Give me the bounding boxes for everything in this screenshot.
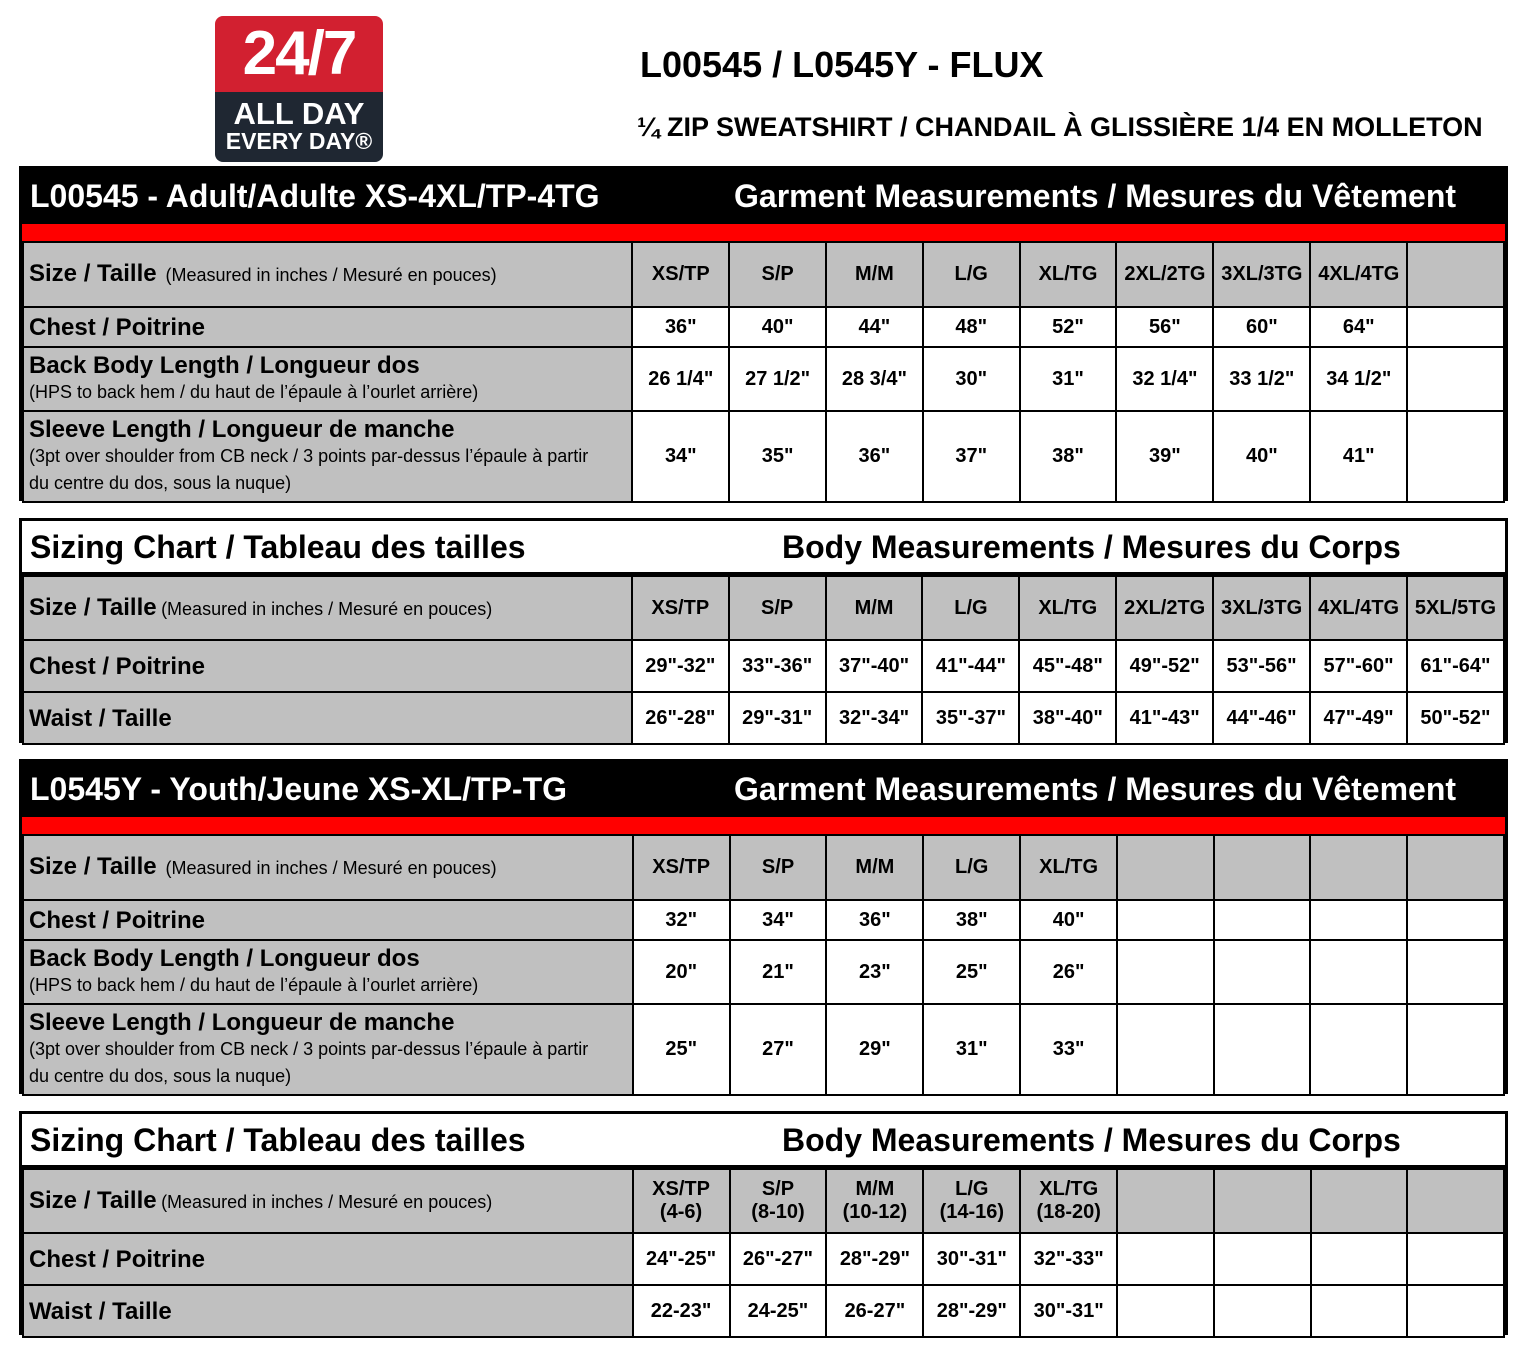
size-cell: 5XL/5TG xyxy=(1407,576,1504,640)
back-length-cell: 23" xyxy=(826,940,923,1004)
size-cell xyxy=(1117,1169,1214,1233)
waist-label: Waist / Taille xyxy=(23,692,632,744)
back-length-label: Back Body Length / Longueur dos (HPS to back hem / du haut de l’épaule à l’ourlet arrière) xyxy=(23,940,633,1004)
size-cell xyxy=(1310,835,1407,900)
waist-label: Waist / Taille xyxy=(23,1285,633,1337)
adult-body-subtitle: Body Measurements / Mesures du Corps xyxy=(782,529,1401,565)
size-cell: M/M xyxy=(826,242,923,307)
waist-cell xyxy=(1214,1285,1311,1337)
size-cell: L/G xyxy=(922,576,1019,640)
size-cell: 3XL/3TG xyxy=(1213,242,1310,307)
chest-cell xyxy=(1214,900,1311,940)
size-cell: XL/TG xyxy=(1020,835,1117,900)
waist-cell: 41"-43" xyxy=(1116,692,1213,744)
adult-garment-panel xyxy=(19,166,1508,501)
chest-cell: 32" xyxy=(633,900,730,940)
size-cell xyxy=(1311,1169,1408,1233)
back-length-row xyxy=(23,347,1504,411)
sleeve-length-cell: 37" xyxy=(923,411,1020,502)
chest-cell: 36" xyxy=(826,900,923,940)
waist-cell: 26-27" xyxy=(826,1285,923,1337)
size-cell: 2XL/2TG xyxy=(1116,242,1213,307)
adult-body-title: Sizing Chart / Tableau des tailles xyxy=(30,529,526,565)
chest-cell: 32"-33" xyxy=(1020,1233,1117,1285)
youth-garment-title: L0545Y - Youth/Jeune XS-XL/TP-TG xyxy=(30,771,567,807)
youth-body-panel xyxy=(19,1111,1508,1335)
sleeve-length-cell: 39" xyxy=(1116,411,1213,502)
back-length-cell xyxy=(1310,940,1407,1004)
back-length-cell: 27 1/2" xyxy=(729,347,826,411)
size-cell: L/G xyxy=(923,242,1020,307)
waist-cell: 29"-31" xyxy=(729,692,826,744)
back-length-cell xyxy=(1407,940,1504,1004)
youth-garment-panel xyxy=(19,759,1508,1094)
chest-cell: 26"-27" xyxy=(730,1233,827,1285)
waist-cell: 28"-29" xyxy=(923,1285,1020,1337)
chest-row xyxy=(23,1233,1504,1285)
waist-cell: 26"-28" xyxy=(632,692,729,744)
size-row xyxy=(23,242,1504,307)
waist-cell: 35"-37" xyxy=(922,692,1019,744)
chest-label: Chest / Poitrine xyxy=(23,640,632,692)
size-label: Size / Taille (Measured in inches / Mesuré en pouces) xyxy=(23,242,632,307)
size-cell xyxy=(1214,835,1311,900)
sleeve-length-cell: 34" xyxy=(632,411,729,502)
waist-cell: 50"-52" xyxy=(1407,692,1504,744)
back-length-label: Back Body Length / Longueur dos (HPS to back hem / du haut de l’épaule à l’ourlet arrière) xyxy=(23,347,632,411)
size-row xyxy=(23,835,1504,900)
sleeve-length-cell: 38" xyxy=(1020,411,1117,502)
waist-cell: 30"-31" xyxy=(1020,1285,1117,1337)
size-cell: XS/TP (4-6) xyxy=(633,1169,730,1233)
size-cell: XS/TP xyxy=(632,576,729,640)
adult-garment-header xyxy=(22,169,1505,224)
chest-cell: 60" xyxy=(1213,307,1310,347)
chest-cell: 36" xyxy=(632,307,729,347)
chest-label: Chest / Poitrine xyxy=(23,1233,633,1285)
sleeve-length-cell: 35" xyxy=(729,411,826,502)
chest-cell: 40" xyxy=(729,307,826,347)
size-row xyxy=(23,576,1504,640)
chest-cell: 34" xyxy=(730,900,827,940)
sleeve-length-cell xyxy=(1310,1004,1407,1095)
chest-cell: 29"-32" xyxy=(632,640,729,692)
back-length-cell: 30" xyxy=(923,347,1020,411)
adult-garment-red-rule xyxy=(22,224,1505,241)
back-length-cell xyxy=(1117,940,1214,1004)
sleeve-length-cell: 27" xyxy=(730,1004,827,1095)
waist-row xyxy=(23,692,1504,744)
waist-cell xyxy=(1407,1285,1504,1337)
youth-garment-red-rule xyxy=(22,817,1505,834)
sleeve-length-cell: 40" xyxy=(1213,411,1310,502)
back-length-cell: 31" xyxy=(1020,347,1117,411)
page-title: L00545 / L0545Y - FLUX xyxy=(640,44,1044,85)
chest-cell xyxy=(1310,900,1407,940)
sleeve-length-cell: 33" xyxy=(1020,1004,1117,1095)
chest-cell: 53"-56" xyxy=(1213,640,1310,692)
chest-cell xyxy=(1407,1233,1504,1285)
waist-cell: 32"-34" xyxy=(826,692,923,744)
chest-cell: 52" xyxy=(1020,307,1117,347)
chest-cell: 57"-60" xyxy=(1310,640,1407,692)
youth-garment-table xyxy=(22,834,1505,1096)
size-label: Size / Taille (Measured in inches / Mesuré en pouces) xyxy=(23,576,632,640)
sleeve-length-cell: 36" xyxy=(826,411,923,502)
waist-cell: 38"-40" xyxy=(1019,692,1116,744)
sleeve-length-label: Sleeve Length / Longueur de manche (3pt over shoulder from CB neck / 3 points par-dessus l’épaule à partir du centre du dos, sous la nuque) xyxy=(23,1004,633,1095)
size-cell xyxy=(1214,1169,1311,1233)
logo-tagline xyxy=(215,92,383,162)
sleeve-length-cell xyxy=(1407,411,1504,502)
chest-cell: 38" xyxy=(923,900,1020,940)
chest-cell: 41"-44" xyxy=(922,640,1019,692)
waist-row xyxy=(23,1285,1504,1337)
youth-body-title: Sizing Chart / Tableau des tailles xyxy=(30,1122,526,1158)
chest-cell: 24"-25" xyxy=(633,1233,730,1285)
size-cell: S/P xyxy=(729,576,826,640)
size-cell: L/G xyxy=(923,835,1020,900)
chest-cell: 45"-48" xyxy=(1019,640,1116,692)
waist-cell xyxy=(1311,1285,1408,1337)
youth-body-table xyxy=(22,1168,1505,1338)
chest-cell: 44" xyxy=(826,307,923,347)
size-cell: M/M (10-12) xyxy=(826,1169,923,1233)
size-cell: 4XL/4TG xyxy=(1310,242,1407,307)
logo-number: 24/7 xyxy=(215,16,383,92)
logo-line-1: ALL DAY xyxy=(233,96,365,131)
size-cell xyxy=(1407,1169,1504,1233)
sleeve-length-cell: 29" xyxy=(826,1004,923,1095)
back-length-row xyxy=(23,940,1504,1004)
chest-cell: 30"-31" xyxy=(923,1233,1020,1285)
chest-cell xyxy=(1407,307,1504,347)
youth-garment-header xyxy=(22,762,1505,817)
back-length-cell: 26 1/4" xyxy=(632,347,729,411)
chest-cell xyxy=(1311,1233,1408,1285)
back-length-cell: 33 1/2" xyxy=(1213,347,1310,411)
size-cell: L/G (14-16) xyxy=(923,1169,1020,1233)
size-cell: XS/TP xyxy=(633,835,730,900)
waist-cell: 22-23" xyxy=(633,1285,730,1337)
chest-cell xyxy=(1407,900,1504,940)
sleeve-length-row xyxy=(23,1004,1504,1095)
size-label: Size / Taille (Measured in inches / Mesuré en pouces) xyxy=(23,1169,633,1233)
sleeve-length-cell xyxy=(1117,1004,1214,1095)
chest-cell: 40" xyxy=(1020,900,1117,940)
chest-cell: 48" xyxy=(923,307,1020,347)
size-cell: S/P xyxy=(730,835,827,900)
back-length-cell: 25" xyxy=(923,940,1020,1004)
waist-cell: 24-25" xyxy=(730,1285,827,1337)
waist-cell: 47"-49" xyxy=(1310,692,1407,744)
size-cell xyxy=(1407,242,1504,307)
size-row xyxy=(23,1169,1504,1233)
back-length-cell xyxy=(1407,347,1504,411)
page-subtitle: ¼ ZIP SWEATSHIRT / CHANDAIL À GLISSIÈRE 1/4 EN MOLLETON xyxy=(637,112,1483,142)
chest-label: Chest / Poitrine xyxy=(23,900,633,940)
chest-cell: 37"-40" xyxy=(826,640,923,692)
chest-label: Chest / Poitrine xyxy=(23,307,632,347)
waist-cell: 44"-46" xyxy=(1213,692,1310,744)
back-length-cell: 20" xyxy=(633,940,730,1004)
sleeve-length-cell: 25" xyxy=(633,1004,730,1095)
back-length-cell xyxy=(1214,940,1311,1004)
chest-cell xyxy=(1117,1233,1214,1285)
adult-body-table xyxy=(22,575,1505,745)
back-length-cell: 21" xyxy=(730,940,827,1004)
chest-cell: 33"-36" xyxy=(729,640,826,692)
size-cell: M/M xyxy=(826,576,923,640)
sleeve-length-cell: 41" xyxy=(1310,411,1407,502)
size-cell: XS/TP xyxy=(632,242,729,307)
adult-body-header xyxy=(22,521,1505,575)
size-cell: S/P xyxy=(729,242,826,307)
sleeve-length-cell xyxy=(1214,1004,1311,1095)
youth-garment-subtitle: Garment Measurements / Mesures du Vêtement xyxy=(734,771,1457,807)
adult-garment-title: L00545 - Adult/Adulte XS-4XL/TP-4TG xyxy=(30,178,600,214)
sleeve-length-row xyxy=(23,411,1504,502)
size-cell: XL/TG (18-20) xyxy=(1020,1169,1117,1233)
chest-cell: 61"-64" xyxy=(1407,640,1504,692)
sleeve-length-label: Sleeve Length / Longueur de manche (3pt over shoulder from CB neck / 3 points par-dessus l’épaule à partir du centre du dos, sous la nuque) xyxy=(23,411,632,502)
waist-cell xyxy=(1117,1285,1214,1337)
back-length-cell: 32 1/4" xyxy=(1116,347,1213,411)
chest-row xyxy=(23,640,1504,692)
chest-cell: 56" xyxy=(1116,307,1213,347)
size-cell xyxy=(1117,835,1214,900)
size-cell: 2XL/2TG xyxy=(1116,576,1213,640)
chest-cell xyxy=(1117,900,1214,940)
adult-garment-table xyxy=(22,241,1505,503)
chest-cell xyxy=(1214,1233,1311,1285)
back-length-cell: 34 1/2" xyxy=(1310,347,1407,411)
size-label: Size / Taille (Measured in inches / Mesuré en pouces) xyxy=(23,835,633,900)
sleeve-length-cell: 31" xyxy=(923,1004,1020,1095)
youth-body-header xyxy=(22,1114,1505,1168)
size-cell: 3XL/3TG xyxy=(1213,576,1310,640)
chest-row xyxy=(23,307,1504,347)
sleeve-length-cell xyxy=(1407,1004,1504,1095)
adult-body-panel xyxy=(19,518,1508,743)
back-length-cell: 26" xyxy=(1020,940,1117,1004)
brand-logo xyxy=(215,16,383,162)
chest-cell: 64" xyxy=(1310,307,1407,347)
chest-cell: 49"-52" xyxy=(1116,640,1213,692)
youth-body-subtitle: Body Measurements / Mesures du Corps xyxy=(782,1122,1401,1158)
size-cell: XL/TG xyxy=(1019,576,1116,640)
adult-garment-subtitle: Garment Measurements / Mesures du Vêtement xyxy=(734,178,1457,214)
size-cell: XL/TG xyxy=(1020,242,1117,307)
size-cell: S/P (8-10) xyxy=(730,1169,827,1233)
size-cell xyxy=(1407,835,1504,900)
chest-row xyxy=(23,900,1504,940)
chest-cell: 28"-29" xyxy=(826,1233,923,1285)
logo-line-2: EVERY DAY® xyxy=(225,128,373,154)
size-cell: M/M xyxy=(826,835,923,900)
size-cell: 4XL/4TG xyxy=(1310,576,1407,640)
back-length-cell: 28 3/4" xyxy=(826,347,923,411)
